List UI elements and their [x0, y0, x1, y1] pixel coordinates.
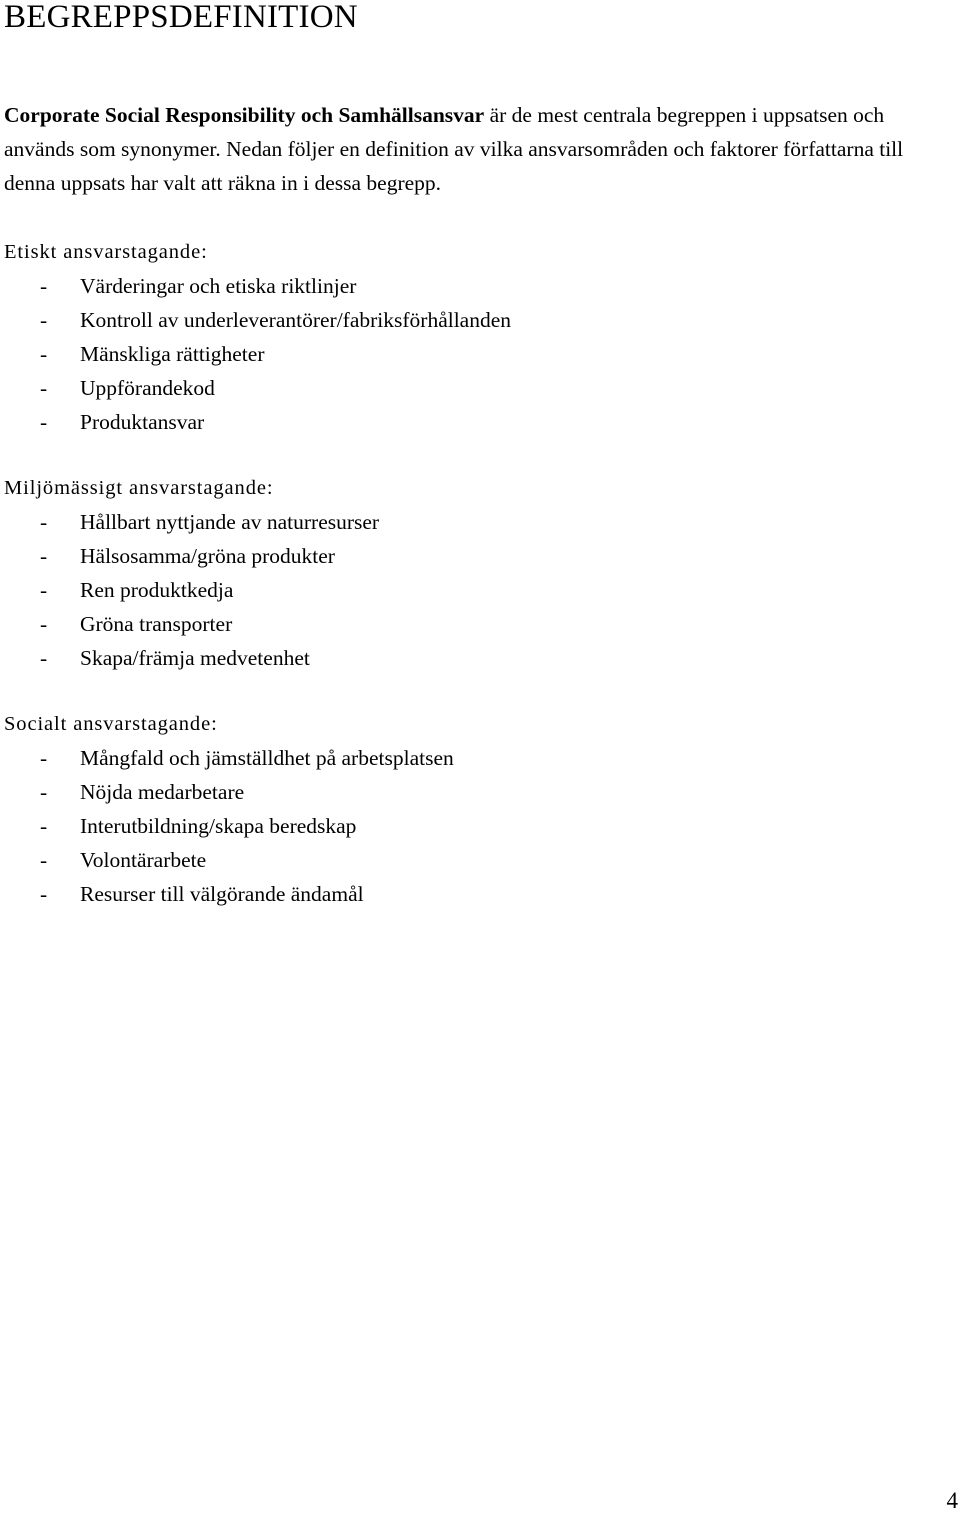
list-dash: - — [40, 308, 48, 332]
intro-bold-lead: Corporate Social Responsibility och Samhällsansvar — [4, 103, 485, 127]
list-item — [4, 303, 944, 337]
list-item-text: Kontroll av underleverantörer/fabriksförhållanden — [80, 308, 512, 332]
list-dash: - — [40, 882, 48, 906]
list-item-text: Resurser till välgörande ändamål — [80, 882, 364, 906]
section-list — [4, 269, 944, 439]
list-item — [4, 371, 944, 405]
page-title: BEGREPPSDEFINITION — [4, 0, 358, 35]
list-item — [4, 269, 944, 303]
list-item — [4, 741, 944, 775]
list-dash: - — [40, 814, 48, 838]
list-dash: - — [40, 410, 48, 434]
list-item-text: Mänskliga rättigheter — [80, 342, 265, 366]
list-dash: - — [40, 376, 48, 400]
list-item-text: Volontärarbete — [80, 848, 207, 872]
list-item — [4, 337, 944, 371]
list-dash: - — [40, 746, 48, 770]
section-heading: Miljömässigt ansvarstagande: — [4, 477, 274, 499]
section-miljomassigt — [4, 471, 944, 675]
list-item — [4, 641, 944, 675]
list-item — [4, 573, 944, 607]
list-dash: - — [40, 342, 48, 366]
list-dash: - — [40, 646, 48, 670]
list-item-text: Interutbildning/skapa beredskap — [80, 814, 357, 838]
section-list — [4, 741, 944, 911]
list-item-text: Mångfald och jämställdhet på arbetsplatsen — [80, 746, 454, 770]
intro-paragraph — [4, 98, 954, 200]
section-socialt — [4, 707, 944, 911]
list-item-text: Nöjda medarbetare — [80, 780, 245, 804]
page-number: 4 — [946, 1488, 958, 1513]
list-dash: - — [40, 510, 48, 534]
list-item — [4, 539, 944, 573]
list-dash: - — [40, 848, 48, 872]
list-item — [4, 843, 944, 877]
section-etiskt — [4, 235, 944, 439]
list-item-text: Hälsosamma/gröna produkter — [80, 544, 335, 568]
section-heading: Socialt ansvarstagande: — [4, 713, 218, 735]
list-item — [4, 607, 944, 641]
list-dash: - — [40, 780, 48, 804]
list-item-text: Hållbart nyttjande av naturresurser — [80, 510, 380, 534]
list-dash: - — [40, 578, 48, 602]
list-item — [4, 405, 944, 439]
list-item-text: Värderingar och etiska riktlinjer — [80, 274, 357, 298]
intro-text: är de mest centrala begreppen i uppsatsen och används som synonymer. Nedan följer en definition av vilka ansvarsområden och faktorer författarna till denna uppsats har valt att räkna in i dessa begrepp. — [4, 103, 904, 195]
section-heading: Etiskt ansvarstagande: — [4, 241, 208, 263]
list-dash: - — [40, 274, 48, 298]
list-item — [4, 877, 944, 911]
section-list — [4, 505, 944, 675]
list-item — [4, 775, 944, 809]
list-item — [4, 505, 944, 539]
list-dash: - — [40, 544, 48, 568]
list-item-text: Produktansvar — [80, 410, 205, 434]
list-item-text: Uppförandekod — [80, 376, 215, 400]
list-item — [4, 809, 944, 843]
list-item-text: Ren produktkedja — [80, 578, 234, 602]
list-dash: - — [40, 612, 48, 636]
list-item-text: Skapa/främja medvetenhet — [80, 646, 310, 670]
list-item-text: Gröna transporter — [80, 612, 233, 636]
